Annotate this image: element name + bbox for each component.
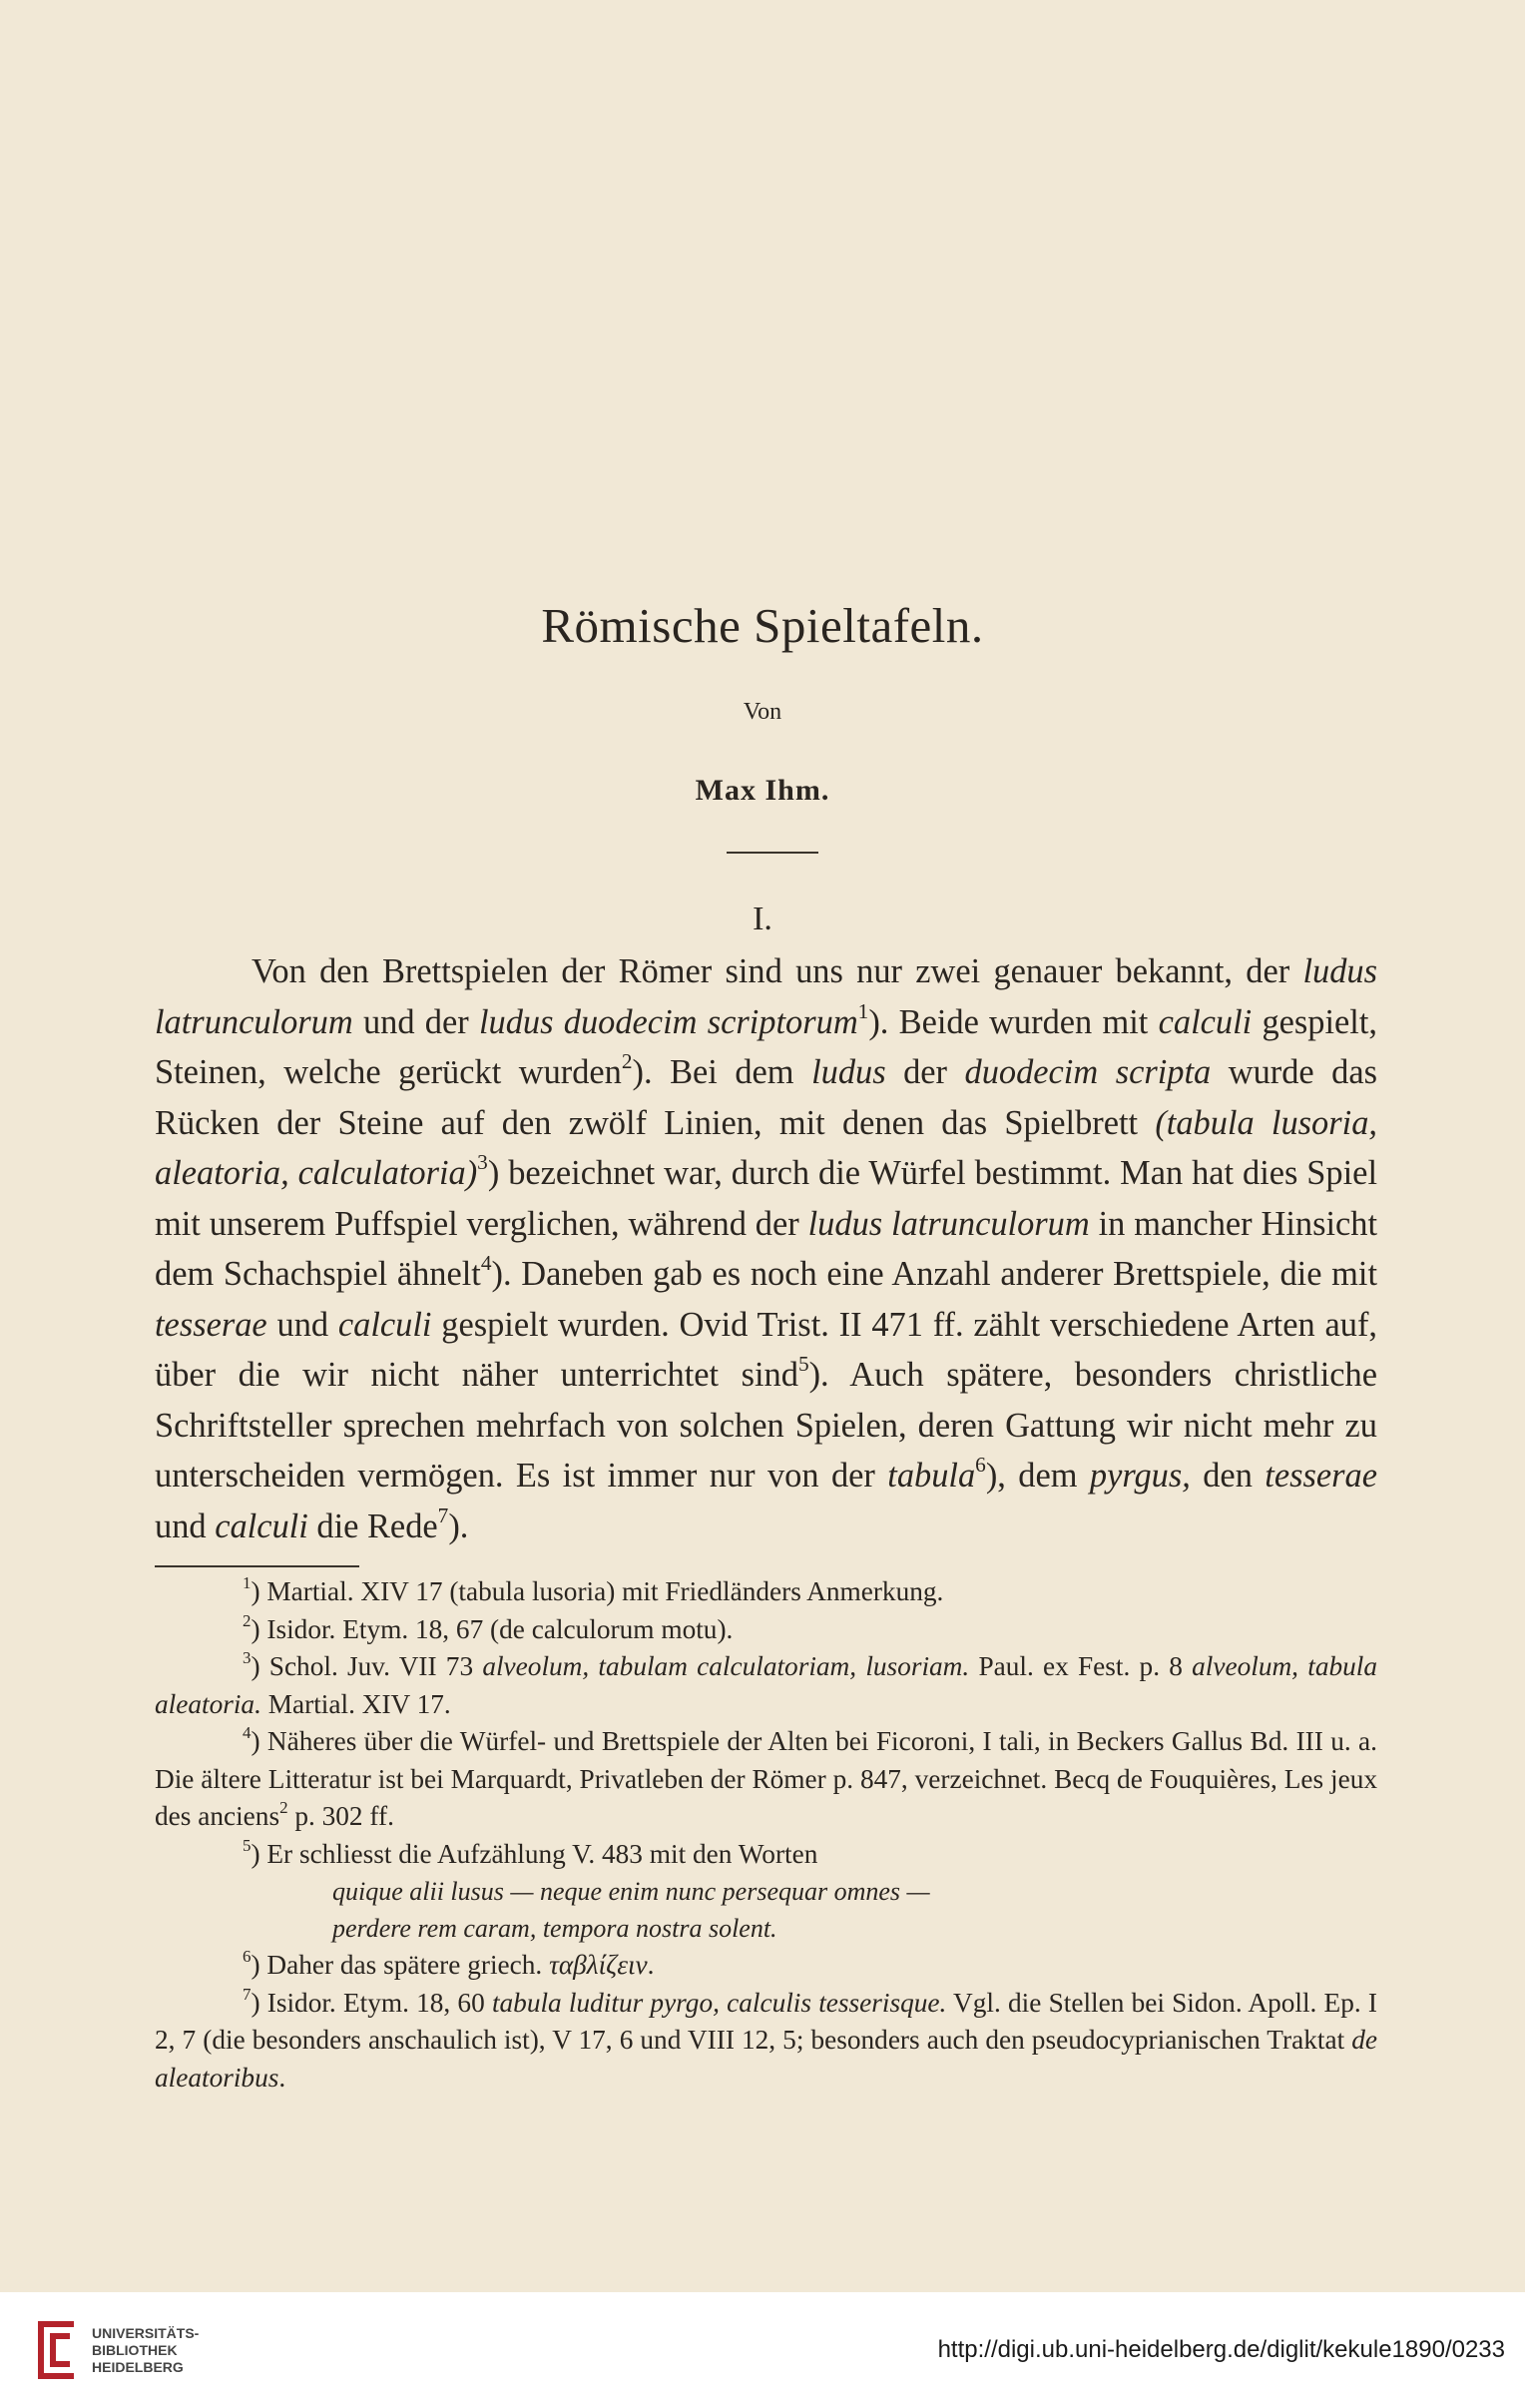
text-run: ). Auch spätere, besonders christliche Schriftsteller sprechen mehrfach von solchen Spielen, deren Gattung wir nicht mehr zu unterscheiden vermögen. Es ist immer nur von der [155, 1356, 1377, 1495]
library-name-line: HEIDELBERG [92, 2359, 184, 2375]
library-name-line: UNIVERSITÄTS- [92, 2325, 200, 2341]
text-run: ) Isidor. Etym. 18, 67 (de calculorum motu). [251, 1613, 734, 1644]
university-library-logo-icon [30, 2317, 82, 2383]
library-footer-bar [0, 2292, 1525, 2408]
text-run: ) Näheres über die Würfel- und Brettspiele der Alten bei Ficoroni, I tali, in Beckers Gallus Bd. III u. a. Die ältere Litteratur ist bei Marquardt, Privatleben der Römer p. 847, verzeichnet. Becq de Fouquières, Les jeux des anciens [155, 1726, 1377, 1831]
text-run: . [278, 2062, 286, 2093]
author-name: Max Ihm. [695, 774, 830, 807]
text-run: wurde das Rücken der Steine auf den zwölf Linien, mit denen das Spielbrett [155, 1053, 1378, 1142]
text-run: und [155, 1506, 216, 1545]
text-run: . [647, 1950, 655, 1980]
italic-text: tesserae [155, 1305, 267, 1344]
italic-text: ludus duodecim scriptorum [478, 1002, 858, 1041]
italic-text: tesserae [1265, 1457, 1377, 1495]
footnote-3 [155, 1648, 1377, 1723]
footnote-marker: 6 [975, 1453, 986, 1478]
footnote-7 [155, 1985, 1377, 2098]
italic-text: alveolum, tabulam calculatoriam, lusoriam. [482, 1651, 970, 1681]
body-paragraph [155, 946, 1377, 1551]
footnote-marker: 4 [243, 1723, 252, 1743]
footnote-marker: 3 [477, 1150, 488, 1175]
text-run: ). Bei dem [632, 1053, 812, 1091]
text-run: Paul. ex Fest. p. 8 [969, 1651, 1193, 1681]
text-run: ) Schol. Juv. VII 73 [251, 1651, 483, 1681]
text-run: ). Daneben gab es noch eine Anzahl anderer Brettspiele, die mit [491, 1255, 1378, 1293]
footnote-marker: 6 [243, 1947, 252, 1967]
text-run: Vgl. die Stellen bei Sidon. Apoll. Ep. I 2, 7 (die besonders anschaulich ist), V 17, 6 und VIII 12, 5; besonders auch den pseudocyprianischen Traktat [155, 1987, 1377, 2055]
italic-text: tabula [887, 1457, 976, 1495]
italic-text: de aleatoribus [155, 2025, 1377, 2093]
footnote-5 [155, 1836, 1377, 1874]
italic-text: calculi [215, 1506, 308, 1545]
footnote-marker: 5 [243, 1835, 252, 1855]
footnote-marker: 3 [243, 1648, 252, 1668]
body-text [155, 946, 1377, 1551]
italic-text: alveolum, tabula aleatoria. [155, 1651, 1377, 1719]
footnote-marker: 4 [480, 1251, 492, 1276]
text-run: den [1190, 1457, 1266, 1495]
italic-text: (tabula lusoria, aleatoria, calculatoria) [155, 1103, 1377, 1192]
text-run: gespielt, Steinen, welche gerückt wurden [155, 1002, 1378, 1091]
text-run: ) Daher das spätere griech. [251, 1950, 550, 1980]
text-run: und [266, 1305, 338, 1344]
library-name [92, 2325, 199, 2376]
footnote-marker: 2 [243, 1610, 252, 1630]
italic-text: duodecim scripta [964, 1053, 1212, 1091]
text-run: ). [448, 1506, 469, 1545]
text-run: ) Isidor. Etym. 18, 60 [251, 1987, 492, 2018]
italic-text: calculi [1158, 1002, 1253, 1041]
footnote-marker: 7 [243, 1984, 252, 2004]
text-run: Von den Brettspielen der Römer sind uns nur zwei genauer bekannt, der [252, 952, 1303, 990]
footnote-marker: 5 [797, 1352, 809, 1377]
text-run: ) Martial. XIV 17 (tabula lusoria) mit Friedländers Anmerkung. [251, 1576, 944, 1606]
footnote-6 [155, 1947, 1377, 1985]
footnote-marker: 1 [243, 1573, 252, 1593]
text-run: ), dem [985, 1457, 1090, 1495]
footnote-4 [155, 1723, 1377, 1836]
footnote-marker: 2 [279, 1798, 288, 1818]
library-name-line: BIBLIOTHEK [92, 2342, 178, 2358]
footnotes [155, 1573, 1377, 2097]
verse-line: quique alii lusus — neque enim nunc persequar omnes — [332, 1877, 930, 1906]
footnote-marker: 2 [621, 1049, 633, 1074]
logo-bracket-inner [50, 2333, 70, 2367]
text-run: ). Beide wurden mit [868, 1002, 1159, 1041]
italic-text: tabula luditur pyrgo, calculis tesserisque. [491, 1987, 947, 2018]
italic-text: ludus latrunculorum [807, 1204, 1090, 1243]
footnote-2 [155, 1611, 1377, 1649]
article-title: Römische Spieltafeln. [541, 598, 984, 653]
italic-text: ταβλίζειν [549, 1950, 648, 1980]
italic-text: ludus [811, 1053, 886, 1091]
text-run: in mancher Hinsicht dem Schachspiel ähnelt [155, 1204, 1378, 1293]
footnote-marker: 7 [437, 1503, 449, 1527]
footnote-divider [155, 1565, 359, 1567]
text-run: Martial. XIV 17. [260, 1688, 451, 1719]
source-url-link[interactable]: http://digi.ub.uni-heidelberg.de/diglit/kekule1890/0233 [937, 2336, 1505, 2363]
italic-text: calculi [337, 1305, 432, 1344]
text-run: ) bezeichnet war, durch die Würfel bestimmt. Man hat dies Spiel mit unserem Puffspiel verglichen, während der [155, 1154, 1377, 1243]
italic-text: ludus latrunculorum [155, 952, 1377, 1041]
verse-line: perdere rem caram, tempora nostra solent. [332, 1914, 777, 1943]
text-run: und der [352, 1002, 479, 1041]
text-run: p. 302 ff. [287, 1801, 394, 1831]
footnote-1 [155, 1573, 1377, 1611]
section-number: I. [753, 901, 772, 937]
title-divider [727, 852, 818, 854]
text-run: ) Er schliesst die Aufzählung V. 483 mit den Worten [251, 1838, 818, 1869]
text-run: die Rede [307, 1506, 438, 1545]
text-run: gespielt wurden. Ovid Trist. II 471 ff. zählt verschiedene Arten auf, über die wir nicht näher unterrichtet sind [155, 1305, 1378, 1394]
text-run: der [885, 1053, 965, 1091]
italic-text: pyrgus, [1089, 1457, 1191, 1495]
footnote-marker: 1 [857, 998, 869, 1023]
byline: Von [743, 699, 782, 725]
